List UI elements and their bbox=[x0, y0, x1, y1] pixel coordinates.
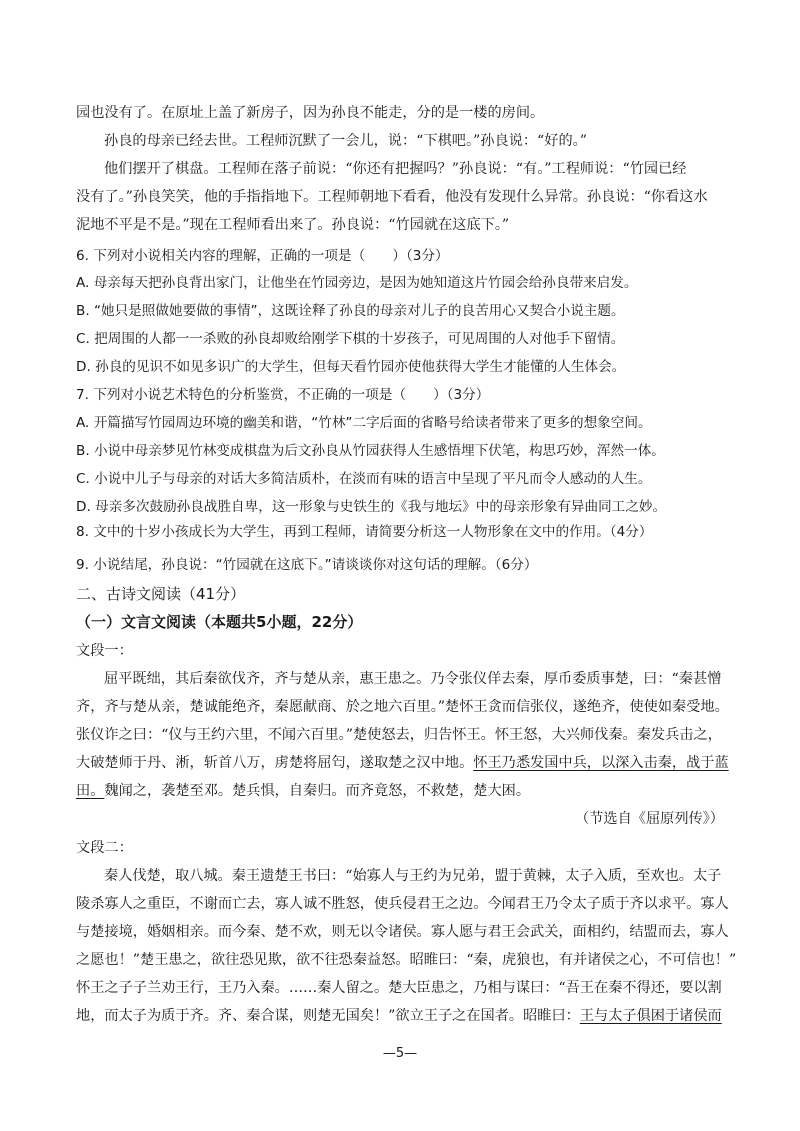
story-line-4: 没有了。”孙良笑笑，他的手指指地下。工程师朝地下看看，他没有发现什么异常。孙良说：“你看这水 bbox=[76, 189, 708, 205]
passage-2-label: 文段二： bbox=[76, 840, 133, 856]
story-line-2: 孙良的母亲已经去世。工程师沉默了一会儿，说：“下棋吧。”孙良说：“好的。” bbox=[104, 133, 588, 149]
underlined-sentence: 怀王乃悉发国中兵，以深入击秦，战于蓝 bbox=[473, 755, 729, 771]
story-line-3: 他们摆开了棋盘。工程师在落子前说：“你还有把握吗？”孙良说：“有。”工程师说：“竹园已经 bbox=[104, 161, 687, 177]
subsection-heading: （一）文言文阅读（本题共5小题，22分） bbox=[76, 613, 363, 631]
question-7-option-c: C. 小说中儿子与母亲的对话大多简洁质朴，在淡而有味的语言中呈现了平凡而令人感动的人生。 bbox=[76, 471, 652, 487]
underlined-sentence-end: 田。 bbox=[76, 783, 105, 799]
passage-2-line-5: 怀王之子子兰劝王行，王乃入秦。……秦人留之。楚大臣患之，乃相与谋曰：“吾王在秦不得还，要以割 bbox=[76, 980, 722, 996]
passage-1-line-2: 齐，齐与楚从亲，楚诚能绝齐，秦愿献商、於之地六百里。”楚怀王贪而信张仪，遂绝齐，使使如秦受地。 bbox=[76, 699, 729, 715]
passage-2-line-3: 与楚接境，婚姻相亲。而今秦、楚不欢，则无以令诸侯。寡人愿与君王会武关，面相约，结盟而去，寡人 bbox=[76, 924, 729, 940]
passage-1-line-3: 张仪诈之曰：“仪与王约六里，不闻六百里。”楚使怒去，归告怀王。怀王怒，大兴师伐秦。秦发兵击之， bbox=[76, 727, 722, 743]
question-8: 8. 文中的十岁小孩成长为大学生，再到工程师，请简要分析这一人物形象在文中的作用。（4分） bbox=[76, 524, 653, 540]
passage-2-line-6 bbox=[76, 1006, 736, 1026]
underlined-sentence-2: 王与太子俱困于诸侯而 bbox=[579, 1008, 722, 1024]
passage-1-line-1: 屈平既绌，其后秦欲伐齐，齐与楚从亲，惠王患之。乃令张仪佯去秦，厚币委质事楚，曰：“秦甚憎 bbox=[104, 671, 722, 687]
page-number: —5— bbox=[382, 1046, 418, 1061]
question-7-stem: 7. 下列对小说艺术特色的分析鉴赏，不正确的一项是（ ）（3分） bbox=[76, 387, 490, 403]
section-heading: 二、古诗文阅读（41分） bbox=[76, 585, 246, 603]
story-line-5: 泥地不平是不是。”现在工程师看出来了。孙良说：“竹园就在这底下。” bbox=[76, 217, 510, 233]
passage-1-source: （节选自《屈原列传》） bbox=[575, 811, 724, 827]
passage-1-line-4 bbox=[76, 753, 736, 773]
question-6-option-a: A. 母亲每天把孙良背出家门，让他坐在竹园旁边，是因为她知道这片竹园会给孙良带来启发。 bbox=[76, 275, 638, 291]
passage-2-line-2: 陵杀寡人之重臣，不谢而亡去，寡人诚不胜怒，使兵侵君王之边。今闻君王乃令太子质于齐以求平。寡人 bbox=[76, 896, 729, 912]
question-7-option-d: D. 母亲多次鼓励孙良战胜自卑，这一形象与史铁生的《我与地坛》中的母亲形象有异曲同工之妙。 bbox=[76, 499, 667, 515]
passage-1-line-4-text: 大破楚师于丹、淅，斩首八万，虏楚将屈匄，遂取楚之汉中地。 bbox=[76, 755, 474, 771]
passage-1-line-5 bbox=[76, 781, 736, 801]
story-line-1: 园也没有了。在原址上盖了新房子，因为孙良不能走，分的是一楼的房间。 bbox=[76, 105, 545, 121]
question-7-option-b: B. 小说中母亲梦见竹林变成棋盘为后文孙良从竹园获得人生感悟埋下伏笔，构思巧妙，浑然一体。 bbox=[76, 443, 665, 459]
passage-2-line-6-text: 地，而太子为质于齐。齐、秦合谋，则楚无国矣！”欲立王子之在国者。昭睢曰： bbox=[76, 1008, 580, 1024]
question-7-option-a: A. 开篇描写竹园周边环境的幽美和谐，“竹林”二字后面的省略号给读者带来了更多的想象空间。 bbox=[76, 415, 652, 431]
question-6-stem: 6. 下列对小说相关内容的理解，正确的一项是（ ）（3分） bbox=[76, 248, 449, 264]
question-9: 9. 小说结尾，孙良说：“竹园就在这底下。”请谈谈你对这句话的理解。（6分） bbox=[76, 557, 538, 573]
question-6-option-b: B. “她只是照做她要做的事情”，这既诠释了孙良的母亲对儿子的良苦用心又契合小说主题。 bbox=[76, 303, 625, 319]
passage-2-line-4: 之愿也！”楚王患之，欲往恐见欺，欲不往恐秦益怒。昭睢曰：“秦，虎狼也，有并诸侯之心，不可信也！” bbox=[76, 952, 736, 968]
question-6-option-d: D. 孙良的见识不如见多识广的大学生，但每天看竹园亦使他获得大学生才能懂的人生体会。 bbox=[76, 359, 626, 375]
passage-2-line-1: 秦人伐楚，取八城。秦王遗楚王书曰：“始寡人与王约为兄弟，盟于黄棘，太子入质，至欢也。太子 bbox=[104, 868, 722, 884]
passage-1-label: 文段一： bbox=[76, 643, 133, 659]
passage-1-line-5-text: 魏闻之，袭楚至邓。楚兵惧，自秦归。而齐竟怒，不救楚，楚大困。 bbox=[104, 783, 531, 799]
question-6-option-c: C. 把周围的人都一一杀败的孙良却败给刚学下棋的十岁孩子，可见周围的人对他手下留情。 bbox=[76, 331, 625, 347]
